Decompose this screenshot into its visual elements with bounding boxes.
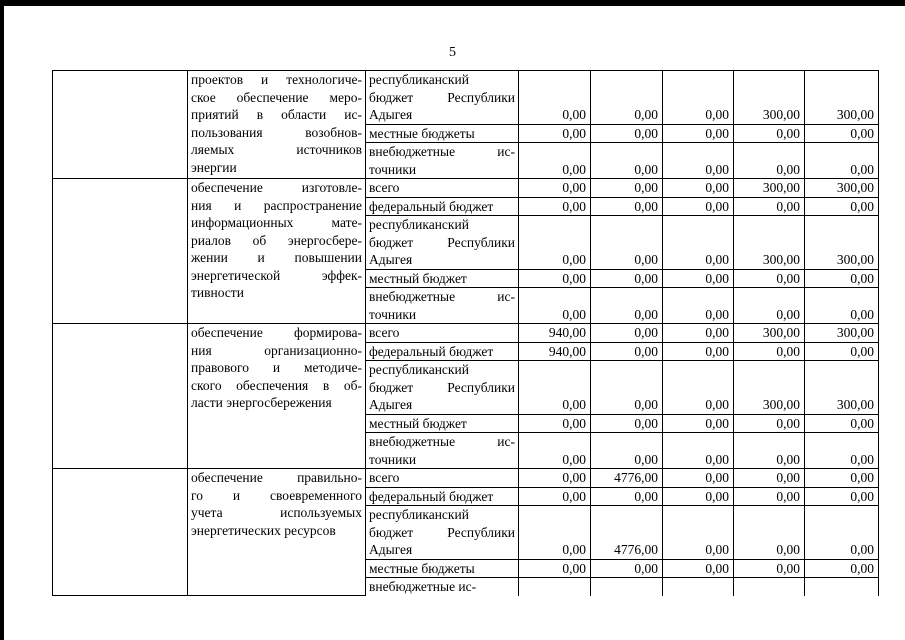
amount-cell: 0,00: [591, 414, 663, 433]
amount-cell: 0,00: [663, 361, 734, 415]
amount-cell: [519, 578, 591, 596]
funding-source-line: бюджет Республики: [369, 89, 515, 105]
funding-source-line: федеральный бюджет: [369, 488, 494, 504]
funding-source-line: внебюджетные ис-: [369, 289, 515, 304]
amount-cell: 0,00: [519, 124, 591, 143]
funding-source-line: республиканский: [369, 507, 469, 522]
amount-cell: [734, 578, 805, 596]
amount-cell: 0,00: [591, 433, 663, 469]
amount-cell: 0,00: [591, 143, 663, 179]
amount-cell: 0,00: [519, 197, 591, 216]
amount-cell: 0,00: [663, 71, 734, 125]
row-number-cell: [53, 324, 188, 469]
funding-source-line: местный бюджет: [369, 415, 467, 431]
funding-source-line: республиканский: [369, 217, 469, 232]
funding-source-line: федеральный бюджет: [369, 198, 494, 214]
table-row: [53, 324, 879, 343]
description-line: риалов об энергосбере-: [191, 232, 362, 248]
funding-source-line: точники: [369, 161, 417, 177]
amount-cell: 0,00: [805, 124, 879, 143]
funding-source: [366, 216, 519, 270]
amount-cell: 0,00: [734, 124, 805, 143]
funding-source: [366, 197, 519, 216]
amount-cell: 0,00: [591, 179, 663, 198]
description-line: обеспечение правильно-: [191, 470, 362, 485]
funding-source-line: всего: [369, 180, 400, 195]
amount-cell: 0,00: [591, 324, 663, 343]
funding-source-line: точники: [369, 306, 417, 322]
funding-source-line: бюджет Республики: [369, 524, 515, 540]
amount-cell: 300,00: [805, 361, 879, 415]
amount-cell: 0,00: [591, 216, 663, 270]
funding-source-line: республиканский: [369, 362, 469, 377]
amount-cell: 0,00: [734, 197, 805, 216]
funding-source: [366, 578, 519, 596]
funding-source: [366, 324, 519, 343]
amount-cell: 0,00: [591, 342, 663, 361]
funding-source: [366, 342, 519, 361]
table-row: [53, 469, 879, 488]
amount-cell: 0,00: [591, 124, 663, 143]
amount-cell: 0,00: [734, 342, 805, 361]
amount-cell: [805, 578, 879, 596]
amount-cell: 0,00: [805, 469, 879, 488]
amount-cell: 300,00: [734, 71, 805, 125]
row-number-cell: [53, 71, 188, 179]
amount-cell: 0,00: [519, 487, 591, 506]
amount-cell: 300,00: [805, 324, 879, 343]
amount-cell: 300,00: [734, 216, 805, 270]
amount-cell: 0,00: [734, 506, 805, 560]
amount-cell: 0,00: [663, 197, 734, 216]
funding-source-line: всего: [369, 325, 400, 340]
amount-cell: 0,00: [519, 559, 591, 578]
amount-cell: 4776,00: [591, 469, 663, 488]
amount-cell: 0,00: [805, 143, 879, 179]
description-line: обеспечение формирова-: [191, 325, 362, 340]
funding-source: [366, 361, 519, 415]
description-line: го и своевременного: [191, 487, 362, 503]
amount-cell: 0,00: [663, 342, 734, 361]
funding-source: [366, 469, 519, 488]
amount-cell: 4776,00: [591, 506, 663, 560]
description-line: правового и методиче-: [191, 360, 362, 375]
description-line: энергетической эффек-: [191, 267, 362, 283]
amount-cell: 0,00: [734, 143, 805, 179]
amount-cell: 940,00: [519, 342, 591, 361]
funding-source-line: внебюджетные ис-: [369, 579, 477, 594]
description-line: ласти энергосбережения: [191, 395, 332, 410]
amount-cell: 0,00: [663, 269, 734, 288]
description-line: приятий в области ис-: [191, 107, 362, 122]
amount-cell: 0,00: [663, 487, 734, 506]
amount-cell: 0,00: [519, 71, 591, 125]
amount-cell: 300,00: [805, 71, 879, 125]
funding-source: [366, 433, 519, 469]
funding-source-line: внебюджетные ис-: [369, 144, 515, 159]
description-line: информационных мате-: [191, 215, 362, 230]
amount-cell: 0,00: [663, 506, 734, 560]
amount-cell: 300,00: [734, 361, 805, 415]
description-line: тивности: [191, 285, 244, 300]
amount-cell: 0,00: [663, 216, 734, 270]
funding-source: [366, 124, 519, 143]
amount-cell: 0,00: [519, 361, 591, 415]
amount-cell: 0,00: [663, 124, 734, 143]
amount-cell: [663, 578, 734, 596]
amount-cell: 0,00: [591, 269, 663, 288]
description-line: энергии: [191, 159, 237, 175]
funding-source-line: республиканский: [369, 72, 469, 87]
amount-cell: 0,00: [734, 288, 805, 324]
description-line: ния и распространение: [191, 197, 362, 213]
funding-source-line: всего: [369, 470, 400, 485]
funding-source-line: бюджет Республики: [369, 234, 515, 250]
amount-cell: 0,00: [519, 179, 591, 198]
funding-source-line: местные бюджеты: [369, 560, 475, 576]
amount-cell: 0,00: [734, 469, 805, 488]
description-line: жении и повышении: [191, 250, 362, 265]
amount-cell: 0,00: [805, 414, 879, 433]
amount-cell: 0,00: [734, 433, 805, 469]
amount-cell: 0,00: [805, 487, 879, 506]
funding-source-line: точники: [369, 451, 417, 467]
amount-cell: 0,00: [663, 433, 734, 469]
amount-cell: 0,00: [663, 469, 734, 488]
amount-cell: [591, 578, 663, 596]
amount-cell: 0,00: [805, 559, 879, 578]
scan-border-top: [0, 0, 905, 6]
amount-cell: 0,00: [805, 288, 879, 324]
funding-source-line: местный бюджет: [369, 270, 467, 286]
description-line: ния организационно-: [191, 342, 362, 358]
amount-cell: 0,00: [805, 197, 879, 216]
amount-cell: 0,00: [591, 361, 663, 415]
scan-border-left: [0, 0, 4, 640]
row-number-cell: [53, 179, 188, 324]
activity-description: [188, 179, 366, 324]
funding-source-line: бюджет Республики: [369, 379, 515, 395]
amount-cell: 0,00: [805, 342, 879, 361]
amount-cell: 0,00: [805, 433, 879, 469]
funding-source-line: Адыгея: [369, 252, 413, 267]
activity-description: [188, 469, 366, 596]
amount-cell: 0,00: [591, 197, 663, 216]
funding-table: [52, 70, 879, 596]
amount-cell: 300,00: [805, 179, 879, 198]
funding-source: [366, 559, 519, 578]
funding-source: [366, 487, 519, 506]
funding-source: [366, 71, 519, 125]
amount-cell: 0,00: [734, 559, 805, 578]
description-line: обеспечение изготовле-: [191, 180, 362, 195]
description-line: пользования возобнов-: [191, 124, 362, 140]
amount-cell: 0,00: [591, 487, 663, 506]
amount-cell: 0,00: [591, 288, 663, 324]
amount-cell: 0,00: [663, 179, 734, 198]
amount-cell: 0,00: [734, 269, 805, 288]
amount-cell: 0,00: [734, 487, 805, 506]
amount-cell: 0,00: [663, 288, 734, 324]
activity-description: [188, 71, 366, 179]
description-line: ляемых источников: [191, 142, 362, 157]
amount-cell: 0,00: [663, 143, 734, 179]
funding-source: [366, 506, 519, 560]
description-line: проектов и технологиче-: [191, 72, 362, 87]
amount-cell: 0,00: [519, 288, 591, 324]
amount-cell: 0,00: [519, 433, 591, 469]
amount-cell: 0,00: [734, 414, 805, 433]
amount-cell: 300,00: [734, 179, 805, 198]
funding-source-line: Адыгея: [369, 542, 413, 557]
amount-cell: 0,00: [519, 414, 591, 433]
amount-cell: 0,00: [519, 269, 591, 288]
amount-cell: 940,00: [519, 324, 591, 343]
amount-cell: 0,00: [519, 506, 591, 560]
activity-description: [188, 324, 366, 469]
description-line: ское обеспечение меро-: [191, 89, 362, 105]
description-line: ского обеспечения в об-: [191, 377, 362, 393]
description-line: энергетических ресурсов: [191, 522, 336, 538]
page-number: 5: [449, 45, 456, 60]
funding-source-line: Адыгея: [369, 107, 413, 122]
amount-cell: 300,00: [805, 216, 879, 270]
description-line: учета используемых: [191, 505, 362, 520]
amount-cell: 0,00: [519, 469, 591, 488]
funding-source: [366, 143, 519, 179]
row-number-cell: [53, 469, 188, 596]
amount-cell: 0,00: [663, 559, 734, 578]
amount-cell: 0,00: [519, 216, 591, 270]
funding-source-line: федеральный бюджет: [369, 343, 494, 359]
amount-cell: 300,00: [734, 324, 805, 343]
amount-cell: 0,00: [805, 269, 879, 288]
amount-cell: 0,00: [591, 71, 663, 125]
amount-cell: 0,00: [663, 414, 734, 433]
funding-source-line: местные бюджеты: [369, 125, 475, 141]
funding-source: [366, 269, 519, 288]
amount-cell: 0,00: [805, 506, 879, 560]
amount-cell: 0,00: [591, 559, 663, 578]
funding-source-line: Адыгея: [369, 397, 413, 412]
funding-source: [366, 179, 519, 198]
amount-cell: 0,00: [519, 143, 591, 179]
table-row: [53, 71, 879, 125]
funding-source: [366, 414, 519, 433]
funding-source: [366, 288, 519, 324]
table-row: [53, 179, 879, 198]
amount-cell: 0,00: [663, 324, 734, 343]
funding-source-line: внебюджетные ис-: [369, 434, 515, 449]
